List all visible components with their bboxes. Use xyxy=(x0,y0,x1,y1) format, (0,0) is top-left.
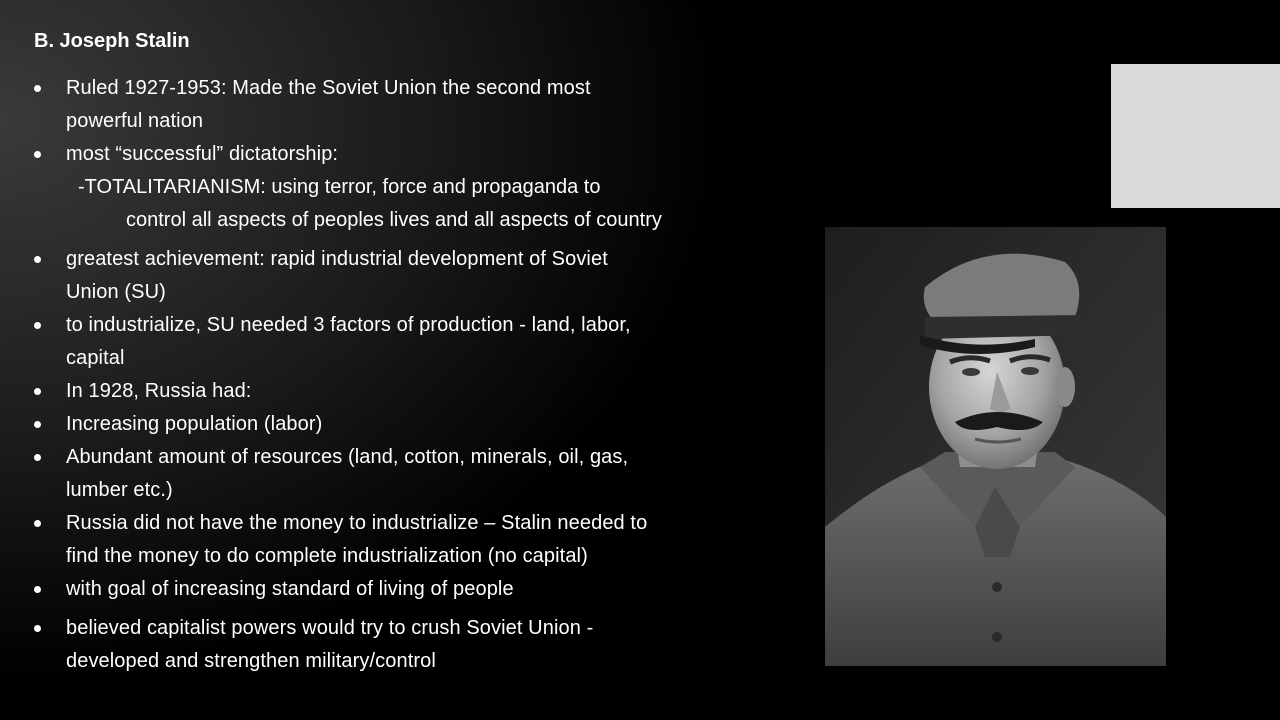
bullet-continuation xyxy=(34,474,794,507)
bullet-item xyxy=(34,573,794,606)
item-text: Abundant amount of resources (land, cotton, minerals, oil, gas, xyxy=(66,446,629,468)
gray-placeholder-box xyxy=(1111,64,1280,208)
slide-heading: B. Joseph Stalin xyxy=(34,30,190,52)
bullet-dot-icon xyxy=(34,586,41,593)
bullet-dot-icon xyxy=(34,520,41,527)
item-text: Union (SU) xyxy=(66,281,166,303)
bullet-dot-icon xyxy=(34,454,41,461)
bullet-item xyxy=(34,441,794,474)
item-text: Increasing population (labor) xyxy=(66,413,323,435)
item-text: to industrialize, SU needed 3 factors of production - land, labor, xyxy=(66,314,631,336)
bullet-dot-icon xyxy=(34,625,41,632)
sub-point xyxy=(34,204,794,237)
bullet-continuation xyxy=(34,105,794,138)
item-text: most “successful” dictatorship: xyxy=(66,143,339,165)
text-block xyxy=(34,28,794,678)
bullet-item xyxy=(34,612,794,645)
item-text: lumber etc.) xyxy=(66,479,173,501)
bullet-item xyxy=(34,138,794,171)
item-text: control all aspects of peoples lives and all aspects of country xyxy=(126,209,662,231)
sub-point xyxy=(34,171,794,204)
bullet-continuation xyxy=(34,540,794,573)
bullet-dot-icon xyxy=(34,388,41,395)
item-text: Ruled 1927-1953: Made the Soviet Union the second most xyxy=(66,77,591,99)
item-text: -TOTALITARIANISM: using terror, force and propaganda to xyxy=(78,176,601,198)
item-text: believed capitalist powers would try to crush Soviet Union - xyxy=(66,617,594,639)
bullet-continuation xyxy=(34,276,794,309)
bullet-continuation xyxy=(34,342,794,375)
item-text: Russia did not have the money to industrialize – Stalin needed to xyxy=(66,512,648,534)
bullet-item xyxy=(34,243,794,276)
bullet-list xyxy=(34,72,794,678)
bullet-item xyxy=(34,408,794,441)
bullet-continuation xyxy=(34,645,794,678)
item-text: In 1928, Russia had: xyxy=(66,380,252,402)
item-text: greatest achievement: rapid industrial development of Soviet xyxy=(66,248,608,270)
item-text: find the money to do complete industrialization (no capital) xyxy=(66,545,588,567)
portrait-illustration xyxy=(825,227,1166,666)
stalin-portrait-photo xyxy=(825,227,1166,666)
bullet-dot-icon xyxy=(34,151,41,158)
bullet-item xyxy=(34,72,794,105)
item-text: with goal of increasing standard of living of people xyxy=(66,578,514,600)
item-text: powerful nation xyxy=(66,110,204,132)
bullet-dot-icon xyxy=(34,85,41,92)
bullet-dot-icon xyxy=(34,421,41,428)
bullet-item xyxy=(34,507,794,540)
bullet-dot-icon xyxy=(34,256,41,263)
bullet-dot-icon xyxy=(34,322,41,329)
bullet-item xyxy=(34,375,794,408)
item-text: developed and strengthen military/control xyxy=(66,650,436,672)
item-text: capital xyxy=(66,347,125,369)
bullet-item xyxy=(34,309,794,342)
